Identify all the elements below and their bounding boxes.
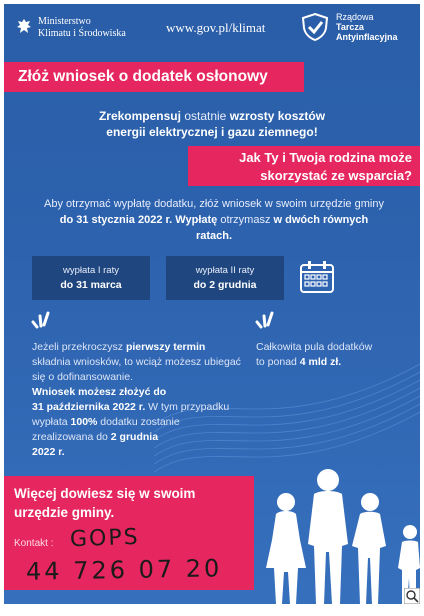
left-text-9: 2 grudnia: [110, 431, 159, 443]
info-part-2: do 31 stycznia 2022 r. Wypłatę: [59, 214, 218, 226]
left-text-7: 100%: [70, 416, 98, 428]
handwritten-contact-name: GOPS: [69, 524, 141, 553]
shield-line-3: Antyinflacyjna: [336, 32, 398, 42]
question-line-2: skorzystać ze wsparcia?: [260, 168, 412, 183]
zoom-icon[interactable]: [404, 588, 420, 604]
shield-check-icon: [300, 12, 330, 42]
intro-text: [4, 108, 420, 140]
installment-2-box: [166, 256, 284, 300]
website-url: www.gov.pl/klimat: [166, 20, 266, 35]
left-text-6: W tym przypadku wypłata: [32, 401, 230, 428]
left-text-1: Jeżeli przekroczysz: [32, 341, 126, 353]
left-text-5: 31 października 2022 r.: [32, 401, 146, 413]
left-text-8: dodatku zostanie zrealizowana do: [32, 416, 180, 443]
ministry-line-1: Ministerstwo: [38, 16, 91, 27]
spark-lines-icon: [30, 310, 52, 330]
shield-line-1: Rządowa: [336, 12, 374, 22]
title-banner: Złóż wniosek o dodatek osłonowy: [4, 62, 304, 92]
installment-2-label: wypłata II raty: [195, 265, 255, 276]
installment-1-box: [32, 256, 150, 300]
contact-label: Kontakt :: [14, 538, 54, 549]
question-line-1: Jak Ty i Twoja rodzina może: [239, 150, 412, 165]
handwritten-phone-number: 44 726 07 20: [25, 554, 223, 586]
intro-part-1: Zrekompensuj: [98, 109, 181, 123]
left-text-10: 2022 r.: [32, 446, 65, 458]
installment-1-date: do 31 marca: [60, 279, 122, 291]
eagle-emblem-icon: [16, 18, 32, 36]
left-text-4: Wniosek możesz złożyć do: [32, 386, 167, 398]
installment-1-label: wypłata I raty: [63, 265, 119, 276]
family-silhouette-illustration: [262, 440, 420, 604]
right-text-3: 4 mld zł.: [299, 356, 342, 368]
intro-part-4: energii elektrycznej i gazu ziemnego!: [106, 125, 318, 139]
shield-logo-text: [336, 12, 398, 42]
intro-part-2: ostatnie: [180, 109, 230, 123]
left-text-3: składnia wniosków, to wciąż możesz ubiegać się o dofinansowanie.: [32, 356, 241, 383]
right-text-2: to ponad: [256, 356, 300, 368]
calendar-icon: [299, 260, 335, 294]
info-paragraph: [16, 196, 412, 244]
info-part-1: Aby otrzymać wypłatę dodatku, złóż wniosek w swoim urzędzie gminy: [44, 198, 384, 210]
installment-2-date: do 2 grudnia: [193, 279, 257, 291]
shield-line-2: Tarcza: [336, 22, 364, 32]
left-text-2: pierwszy termin: [125, 341, 206, 353]
right-text-1: Całkowita pula dodatków: [256, 341, 373, 353]
poster: [4, 4, 420, 604]
ministry-name: [38, 16, 126, 40]
info-part-5: ratach.: [195, 230, 233, 242]
question-banner: [188, 146, 420, 186]
late-application-text: [32, 340, 242, 460]
intro-part-3: wzrosty kosztów: [229, 109, 326, 123]
total-pool-text: [256, 340, 406, 370]
info-part-4: w dwóch równych: [273, 214, 369, 226]
ministry-line-2: Klimatu i Środowiska: [38, 28, 126, 39]
info-part-3: otrzymasz: [217, 214, 274, 226]
more-info-text: Więcej dowiesz się w swoim urzędzie gminy.: [14, 486, 196, 520]
